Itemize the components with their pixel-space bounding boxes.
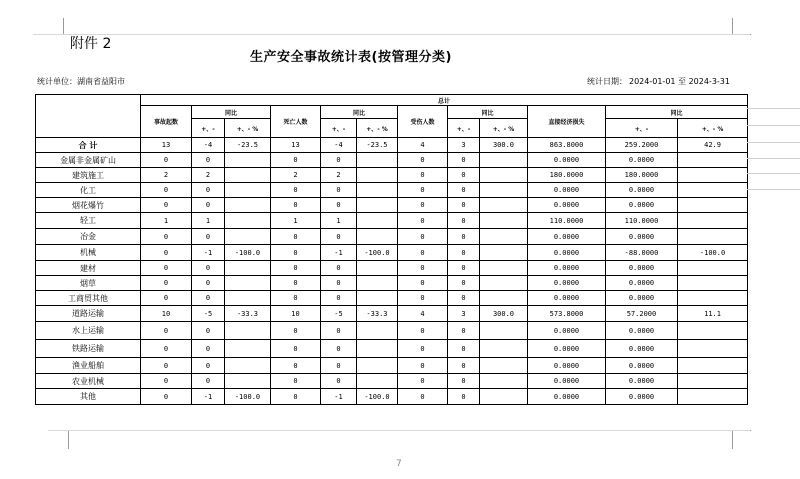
yoy-header: 同比 [321,106,398,119]
deaths-yoy-cell: 0 [321,358,357,374]
deaths-cell: 0 [271,153,321,168]
accidents-yoy-pct-cell [225,261,271,276]
deaths-yoy-cell: -1 [321,245,357,261]
accidents-yoy-cell: -5 [192,306,225,322]
deaths-yoy-pct-cell [357,322,398,340]
injured-yoy-cell: 0 [448,340,480,358]
deaths-cell: 1 [271,213,321,229]
accidents-yoy-cell: -4 [192,138,225,153]
plusminus-pct-header: +、- % [678,119,748,138]
deaths-cell: 0 [271,276,321,291]
loss-header: 直接经济损失 [528,106,606,138]
category-cell: 冶金 [36,229,141,245]
deaths-yoy-cell: -5 [321,306,357,322]
injured-yoy-pct-cell [480,261,528,276]
deaths-yoy-pct-cell [357,291,398,306]
loss-cell: 110.0000 [528,213,606,229]
injured-yoy-cell: 0 [448,183,480,198]
table-row [36,358,748,374]
accidents-yoy-pct-cell [225,229,271,245]
deaths-yoy-pct-cell: -33.3 [357,306,398,322]
deaths-yoy-pct-cell [357,229,398,245]
loss-yoy-cell: 0.0000 [606,183,678,198]
injured-yoy-pct-cell [480,153,528,168]
category-cell: 工商贸其他 [36,291,141,306]
accidents-yoy-pct-cell [225,340,271,358]
accidents-yoy-pct-cell [225,183,271,198]
deaths-yoy-cell: 0 [321,340,357,358]
accidents-yoy-cell: 0 [192,374,225,389]
injured-cell: 0 [398,229,448,245]
loss-cell: 180.0000 [528,168,606,183]
loss-yoy-pct-cell: 11.1 [678,306,748,322]
category-cell: 烟草 [36,276,141,291]
injured-yoy-cell: 0 [448,322,480,340]
table-row [36,229,748,245]
page-border-line [48,430,750,431]
statistics-date-label: 统计日期： [587,77,627,86]
accidents-cell: 0 [141,374,192,389]
table-row [36,276,748,291]
deaths-yoy-pct-cell [357,340,398,358]
loss-yoy-cell: 0.0000 [606,340,678,358]
margin-line [747,158,800,159]
accidents-yoy-cell: 0 [192,291,225,306]
category-cell: 水上运输 [36,322,141,340]
loss-yoy-pct-cell [678,276,748,291]
injured-yoy-pct-cell [480,291,528,306]
statistics-date-value: 2024-01-01 至 2024-3-31 [629,77,730,86]
plusminus-header: +、- [606,119,678,138]
accidents-yoy-pct-cell [225,358,271,374]
injured-cell: 0 [398,153,448,168]
table-row [36,198,748,213]
loss-cell: 0.0000 [528,261,606,276]
injured-yoy-cell: 3 [448,306,480,322]
accidents-yoy-cell: 0 [192,183,225,198]
category-cell: 机械 [36,245,141,261]
plusminus-header: +、- [321,119,357,138]
loss-cell: 863.8000 [528,138,606,153]
accidents-yoy-cell: 0 [192,229,225,245]
attachment-label: 附件 2 [70,36,112,52]
statistics-date [587,76,730,87]
category-cell: 金属非金属矿山 [36,153,141,168]
table-row [36,153,748,168]
loss-yoy-pct-cell [678,291,748,306]
deaths-yoy-pct-cell [357,168,398,183]
accidents-yoy-pct-cell: -23.5 [225,138,271,153]
injured-yoy-cell: 3 [448,138,480,153]
yoy-header: 同比 [448,106,528,119]
loss-yoy-pct-cell [678,322,748,340]
accidents-cell: 0 [141,276,192,291]
loss-yoy-cell: 0.0000 [606,198,678,213]
injured-yoy-pct-cell [480,340,528,358]
deaths-yoy-cell: -1 [321,389,357,405]
injured-cell: 4 [398,138,448,153]
injured-cell: 0 [398,374,448,389]
category-cell: 渔业船舶 [36,358,141,374]
deaths-yoy-pct-cell [357,198,398,213]
deaths-yoy-cell: 0 [321,261,357,276]
accidents-cell: 1 [141,213,192,229]
table-body [36,138,748,405]
injured-yoy-cell: 0 [448,276,480,291]
loss-yoy-cell: 0.0000 [606,389,678,405]
deaths-cell: 0 [271,261,321,276]
deaths-yoy-cell: 0 [321,276,357,291]
injured-yoy-pct-cell [480,229,528,245]
statistics-unit: 统计单位：湖南省益阳市 [37,77,125,86]
table-row [36,306,748,322]
category-cell: 轻工 [36,213,141,229]
deaths-cell: 0 [271,374,321,389]
loss-cell: 0.0000 [528,291,606,306]
deaths-yoy-pct-cell: -100.0 [357,245,398,261]
deaths-cell: 0 [271,340,321,358]
injured-cell: 4 [398,306,448,322]
injured-yoy-pct-cell [480,213,528,229]
deaths-yoy-cell: 1 [321,213,357,229]
accidents-cell: 0 [141,153,192,168]
injured-yoy-cell: 0 [448,245,480,261]
injured-yoy-pct-cell [480,198,528,213]
injured-cell: 0 [398,198,448,213]
injured-yoy-pct-cell [480,245,528,261]
accidents-yoy-pct-cell [225,322,271,340]
table-row [36,291,748,306]
deaths-cell: 0 [271,322,321,340]
deaths-cell: 0 [271,245,321,261]
plusminus-pct-header: +、- % [225,119,271,138]
loss-yoy-pct-cell [678,183,748,198]
loss-yoy-cell: 0.0000 [606,153,678,168]
category-cell: 化工 [36,183,141,198]
page-corner-mark [732,430,751,449]
accidents-yoy-pct-cell [225,198,271,213]
deaths-cell: 0 [271,198,321,213]
injured-cell: 0 [398,340,448,358]
accidents-yoy-pct-cell [225,276,271,291]
deaths-yoy-pct-cell [357,153,398,168]
accidents-cell: 0 [141,183,192,198]
page-corner-mark [33,18,64,35]
page-corner-mark [732,18,751,35]
page-number: 7 [396,459,402,469]
deaths-yoy-cell: 0 [321,229,357,245]
accidents-yoy-pct-cell: -100.0 [225,389,271,405]
accidents-cell: 0 [141,389,192,405]
accidents-cell: 10 [141,306,192,322]
category-cell: 烟花爆竹 [36,198,141,213]
deaths-yoy-cell: 0 [321,374,357,389]
deaths-yoy-pct-cell [357,358,398,374]
injured-cell: 0 [398,261,448,276]
accidents-yoy-cell: 0 [192,340,225,358]
accidents-yoy-cell: 0 [192,358,225,374]
injured-cell: 0 [398,168,448,183]
deaths-cell: 0 [271,229,321,245]
category-cell: 农业机械 [36,374,141,389]
loss-cell: 0.0000 [528,322,606,340]
loss-yoy-cell: 57.2000 [606,306,678,322]
accidents-yoy-cell: 0 [192,153,225,168]
accidents-yoy-cell: -1 [192,389,225,405]
table-row [36,322,748,340]
loss-cell: 0.0000 [528,183,606,198]
accidents-cell: 0 [141,198,192,213]
accidents-yoy-pct-cell: -33.3 [225,306,271,322]
loss-yoy-cell: -88.0000 [606,245,678,261]
page-border-line [33,34,750,35]
loss-yoy-pct-cell [678,213,748,229]
margin-line [747,189,800,190]
injured-cell: 0 [398,322,448,340]
loss-yoy-pct-cell [678,374,748,389]
loss-cell: 0.0000 [528,245,606,261]
injured-cell: 0 [398,389,448,405]
loss-cell: 0.0000 [528,374,606,389]
margin-line [747,125,800,126]
deaths-cell: 0 [271,183,321,198]
injured-yoy-cell: 0 [448,229,480,245]
injured-yoy-cell: 0 [448,374,480,389]
category-cell: 其他 [36,389,141,405]
injured-cell: 0 [398,291,448,306]
loss-yoy-cell: 0.0000 [606,261,678,276]
deaths-yoy-pct-cell [357,183,398,198]
accidents-yoy-pct-cell [225,168,271,183]
accidents-yoy-pct-cell: -100.0 [225,245,271,261]
loss-cell: 0.0000 [528,198,606,213]
category-cell: 道路运输 [36,306,141,322]
plusminus-header: +、- [448,119,480,138]
accidents-yoy-cell: 0 [192,276,225,291]
injured-cell: 0 [398,358,448,374]
accidents-yoy-cell: 1 [192,213,225,229]
injured-yoy-pct-cell: 300.0 [480,138,528,153]
table-row [36,340,748,358]
loss-yoy-cell: 0.0000 [606,358,678,374]
loss-yoy-pct-cell [678,340,748,358]
injured-yoy-pct-cell [480,358,528,374]
loss-yoy-pct-cell [678,198,748,213]
deaths-cell: 10 [271,306,321,322]
margin-line [747,108,800,109]
category-cell: 合 计 [36,138,141,153]
loss-cell: 0.0000 [528,358,606,374]
injured-cell: 0 [398,276,448,291]
injured-yoy-pct-cell [480,183,528,198]
category-cell: 铁路运输 [36,340,141,358]
deaths-yoy-cell: 0 [321,291,357,306]
accidents-cell: 0 [141,358,192,374]
deaths-cell: 13 [271,138,321,153]
injured-yoy-cell: 0 [448,389,480,405]
page-corner-mark [48,430,69,449]
accidents-cell: 0 [141,322,192,340]
loss-cell: 0.0000 [528,389,606,405]
injured-yoy-cell: 0 [448,261,480,276]
plusminus-header: +、- [192,119,225,138]
accidents-yoy-cell: 2 [192,168,225,183]
accidents-yoy-cell: -1 [192,245,225,261]
plusminus-pct-header: +、- % [357,119,398,138]
deaths-cell: 2 [271,168,321,183]
loss-yoy-cell: 0.0000 [606,374,678,389]
loss-yoy-pct-cell [678,261,748,276]
loss-yoy-pct-cell [678,229,748,245]
deaths-yoy-cell: 0 [321,153,357,168]
deaths-cell: 0 [271,291,321,306]
loss-yoy-pct-cell [678,153,748,168]
deaths-yoy-pct-cell [357,374,398,389]
deaths-cell: 0 [271,358,321,374]
deaths-yoy-pct-cell: -100.0 [357,389,398,405]
accidents-cell: 2 [141,168,192,183]
injured-yoy-pct-cell [480,374,528,389]
injured-yoy-cell: 0 [448,358,480,374]
margin-line [747,142,800,143]
injured-yoy-pct-cell [480,276,528,291]
accidents-yoy-cell: 0 [192,322,225,340]
injured-yoy-cell: 0 [448,168,480,183]
injured-yoy-cell: 0 [448,198,480,213]
deaths-yoy-pct-cell [357,276,398,291]
accidents-cell: 0 [141,245,192,261]
deaths-yoy-cell: -4 [321,138,357,153]
plusminus-pct-header: +、- % [480,119,528,138]
loss-cell: 0.0000 [528,229,606,245]
loss-yoy-cell: 0.0000 [606,291,678,306]
statistics-table [35,94,748,405]
accidents-yoy-cell: 0 [192,261,225,276]
accidents-header: 事故起数 [141,106,192,138]
injured-yoy-pct-cell [480,168,528,183]
accidents-cell: 13 [141,138,192,153]
yoy-header: 同比 [606,106,748,119]
corner-header-cell [36,95,141,138]
accidents-cell: 0 [141,340,192,358]
loss-yoy-pct-cell: 42.9 [678,138,748,153]
deaths-yoy-pct-cell: -23.5 [357,138,398,153]
loss-yoy-pct-cell [678,358,748,374]
injured-header: 受伤人数 [398,106,448,138]
deaths-yoy-cell: 2 [321,168,357,183]
deaths-cell: 0 [271,389,321,405]
table-row [36,138,748,153]
deaths-yoy-cell: 0 [321,183,357,198]
deaths-yoy-cell: 0 [321,322,357,340]
injured-cell: 0 [398,213,448,229]
deaths-yoy-pct-cell [357,261,398,276]
table-row [36,389,748,405]
total-header: 总计 [141,95,748,106]
injured-yoy-cell: 0 [448,213,480,229]
yoy-header: 同比 [192,106,271,119]
injured-yoy-cell: 0 [448,291,480,306]
deaths-header: 死亡人数 [271,106,321,138]
accidents-yoy-pct-cell [225,213,271,229]
table-row [36,261,748,276]
injured-yoy-pct-cell: 300.0 [480,306,528,322]
accidents-cell: 0 [141,261,192,276]
table-row [36,183,748,198]
accidents-cell: 0 [141,291,192,306]
injured-yoy-pct-cell [480,389,528,405]
table-row [36,213,748,229]
injured-yoy-cell: 0 [448,153,480,168]
accidents-yoy-pct-cell [225,291,271,306]
loss-yoy-cell: 0.0000 [606,276,678,291]
accidents-yoy-pct-cell [225,153,271,168]
loss-cell: 573.8000 [528,306,606,322]
margin-line [747,173,800,174]
deaths-yoy-cell: 0 [321,198,357,213]
loss-yoy-pct-cell [678,168,748,183]
injured-cell: 0 [398,183,448,198]
loss-yoy-cell: 180.0000 [606,168,678,183]
category-cell: 建筑施工 [36,168,141,183]
injured-yoy-pct-cell [480,322,528,340]
accidents-yoy-cell: 0 [192,198,225,213]
loss-yoy-cell: 0.0000 [606,229,678,245]
injured-cell: 0 [398,245,448,261]
category-cell: 建材 [36,261,141,276]
loss-yoy-cell: 110.0000 [606,213,678,229]
table-row [36,374,748,389]
table-row [36,168,748,183]
loss-cell: 0.0000 [528,340,606,358]
loss-cell: 0.0000 [528,276,606,291]
document-title: 生产安全事故统计表(按管理分类) [250,50,452,65]
accidents-cell: 0 [141,229,192,245]
loss-yoy-cell: 259.2000 [606,138,678,153]
loss-yoy-cell: 0.0000 [606,322,678,340]
accidents-yoy-pct-cell [225,374,271,389]
loss-yoy-pct-cell [678,389,748,405]
loss-cell: 0.0000 [528,153,606,168]
table-row [36,245,748,261]
loss-yoy-pct-cell: -100.0 [678,245,748,261]
deaths-yoy-pct-cell [357,213,398,229]
